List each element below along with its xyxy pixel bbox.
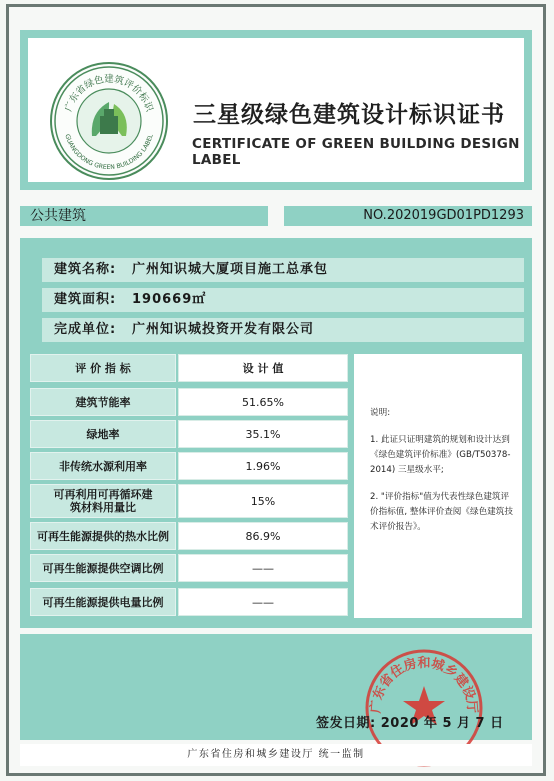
value-cell: 86.9% (178, 522, 348, 550)
building-category: 公共建筑 (20, 206, 268, 226)
info-row-completing-unit (28, 318, 524, 342)
header-indicator: 评 价 指 标 (30, 354, 176, 382)
value-cell: 35.1% (178, 420, 348, 448)
info-label: 完成单位: (54, 322, 117, 337)
certificate-title-cn: 三星级绿色建筑设计标识证书 (193, 102, 505, 128)
table-header-row (30, 354, 350, 382)
value-cell: 1.96% (178, 452, 348, 480)
indicator-cell: 可再生能源提供电量比例 (30, 588, 176, 616)
indicator-cell: 非传统水源利用率 (30, 452, 176, 480)
indicator-cell: 绿地率 (30, 420, 176, 448)
footer-supervision: 广东省住房和城乡建设厅 统一监制 (20, 744, 532, 766)
indicator-cell: 可再生能源提供的热水比例 (30, 522, 176, 550)
header-value: 设 计 值 (178, 354, 348, 382)
notes-title: 说明: (370, 408, 391, 418)
stamp-text: 广东省住房和城乡建设厅 (368, 655, 480, 714)
label-seal-logo (50, 62, 168, 180)
info-label: 建筑名称: (54, 262, 117, 277)
certificate-number: NO.202019GD01PD1293 (284, 206, 532, 226)
info-value: 190669㎡ (132, 292, 207, 307)
indicator-cell: 可再生能源提供空调比例 (30, 554, 176, 582)
notes-box (354, 354, 522, 618)
value-cell: 15% (178, 484, 348, 518)
table-row (30, 452, 350, 480)
evaluation-table (30, 354, 350, 620)
certificate-header (20, 30, 532, 190)
table-row (30, 420, 350, 448)
seal-en-text: GUANGDONG GREEN BUILDING LABEL (63, 133, 155, 172)
value-cell: —— (178, 588, 348, 616)
value-cell: —— (178, 554, 348, 582)
table-row (30, 484, 350, 518)
issue-date: 签发日期: 2020 年 5 月 7 日 (316, 716, 504, 731)
indicator-cell: 建筑节能率 (30, 388, 176, 416)
info-label: 建筑面积: (54, 292, 117, 307)
indicator-cell: 可再利用可再循环建筑材料用量比 (30, 484, 176, 518)
notes-item-1: 1. 此证只证明建筑的规划和设计达到《绿色建筑评价标准》(GB/T50378-2014) 三星级水平; (370, 435, 511, 475)
table-row (30, 588, 350, 616)
table-row (30, 388, 350, 416)
certificate-body (20, 238, 532, 628)
info-value: 广州知识城投资开发有限公司 (132, 322, 315, 337)
info-row-building-area (28, 288, 524, 312)
value-cell: 51.65% (178, 388, 348, 416)
info-row-building-name (28, 258, 524, 282)
info-value: 广州知识城大厦项目施工总承包 (132, 262, 329, 277)
certificate-title-en: CERTIFICATE OF GREEN BUILDING DESIGN LABEL (192, 136, 520, 168)
table-row (30, 554, 350, 582)
notes-item-2: 2. "评价指标"值为代表性绿色建筑评价指标值, 整体评价查阅《绿色建筑技术评价报告》。 (370, 492, 513, 532)
seal-cn-text: 广东省绿色建筑评价标识 (63, 74, 155, 114)
table-row (30, 522, 350, 550)
